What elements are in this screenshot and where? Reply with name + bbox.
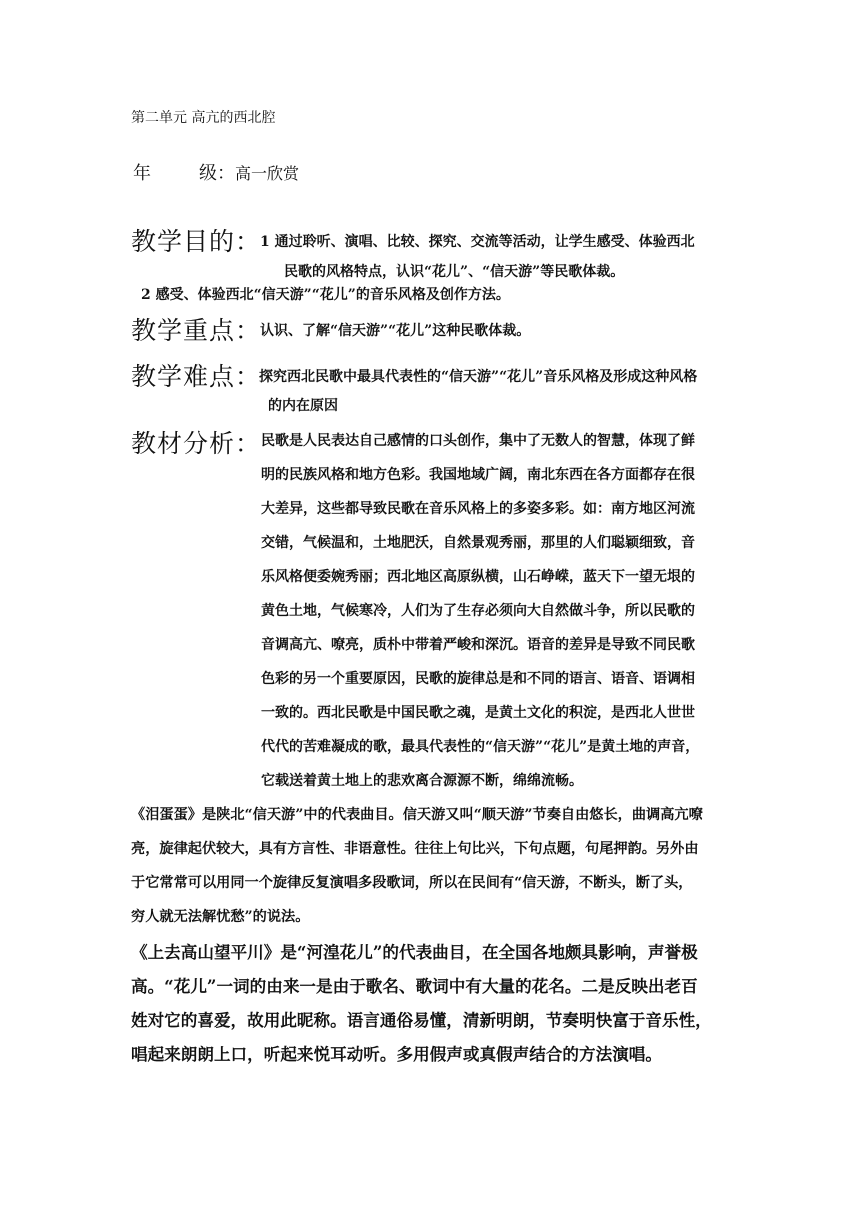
paragraph-line: 亮，旋律起伏较大，具有方言性、非语意性。往往上句比兴，下句点题，句尾押韵。另外由 — [131, 841, 699, 857]
analysis-body — [261, 424, 699, 798]
paragraph-line: 《泪蛋蛋》是陕北“信天游”中的代表曲目。信天游又叫“顺天游”节奏自由悠长，曲调高亢嘹 — [131, 807, 703, 823]
grade-label-1: 年 — [133, 163, 151, 184]
analysis-line: 色彩的另一个重要原因，民歌的旋律总是和不同的语言、语音、语调相 — [261, 671, 695, 687]
analysis-heading: 教材分析： — [131, 429, 262, 458]
analysis-line: 乐风格便委婉秀丽；西北地区高原纵横，山石峥嵘，蓝天下一望无垠的 — [261, 569, 695, 585]
difficulties-line-1: 探究西北民歌中最具代表性的“信天游”“花儿”音乐风格及形成这种风格 — [259, 369, 698, 385]
paragraph-line: 姓对它的喜爱，故用此昵称。语言通俗易懂，清新明朗，节奏明快富于音乐性， — [131, 1010, 712, 1030]
paragraph-line: 穷人就无法解忧愁”的说法。 — [131, 909, 310, 925]
grade-label-2: 级： — [199, 163, 235, 184]
key-points-heading: 教学重点： — [131, 316, 262, 345]
paragraph-line: 于它常常可以用同一个旋律反复演唱多段歌词，所以在民间有“信天游，不断头，断了头， — [131, 875, 693, 891]
objective-1-line-2: 民歌的风格特点，认识“花儿”、“信天游”等民歌体裁。 — [284, 264, 625, 280]
analysis-line: 民歌是人民表达自己感情的口头创作，集中了无数人的智慧，体现了鲜 — [261, 433, 695, 449]
objectives-heading: 教学目的： — [131, 227, 262, 256]
analysis-line: 大差异，这些都导致民歌在音乐风格上的多姿多彩。如：南方地区河流 — [261, 501, 695, 517]
paragraph-shang-qu-gao-shan — [131, 935, 712, 1071]
analysis-line: 音调高亢、嘹亮，质朴中带着严峻和深沉。语音的差异是导致不同民歌 — [261, 637, 695, 653]
paragraph-line: 高。“花儿”一词的由来一是由于歌名、歌词中有大量的花名。二是反映出老百 — [131, 976, 698, 996]
objective-1-line-1: 1 通过聆听、演唱、比较、探究、交流等活动，让学生感受、体验西北 — [260, 234, 695, 250]
paragraph-lei-dan-dan — [131, 798, 703, 934]
analysis-line: 交错，气候温和，土地肥沃，自然景观秀丽，那里的人们聪颖细致，音 — [261, 535, 695, 551]
difficulties-heading: 教学难点： — [131, 362, 262, 391]
grade-line — [133, 159, 299, 185]
analysis-line: 代代的苦难凝成的歌，最具代表性的“信天游”“花儿”是黄土地的声音， — [261, 739, 700, 755]
analysis-line: 黄色土地，气候寒冷，人们为了生存必须向大自然做斗争，所以民歌的 — [261, 603, 695, 619]
analysis-line: 它载送着黄土地上的悲欢离合源源不断，绵绵流畅。 — [261, 773, 583, 789]
key-points-text: 认识、了解“信天游”“花儿”这种民歌体裁。 — [260, 323, 531, 339]
paragraph-line: 《上去高山望平川》是“河湟花儿”的代表曲目，在全国各地颇具影响，声誉极 — [131, 942, 698, 962]
paragraph-line: 唱起来朗朗上口，听起来悦耳动听。多用假声或真假声结合的方法演唱。 — [131, 1044, 662, 1064]
unit-title: 第二单元 高亢的西北腔 — [131, 110, 276, 126]
grade-value: 高一欣赏 — [235, 164, 300, 183]
objective-2: 2 感受、体验西北“信天游”“花儿”的音乐风格及创作方法。 — [141, 287, 510, 303]
analysis-line: 明的民族风格和地方色彩。我国地域广阔，南北东西在各方面都存在很 — [261, 467, 695, 483]
difficulties-line-2: 的内在原因 — [268, 398, 338, 414]
analysis-line: 一致的。西北民歌是中国民歌之魂，是黄土文化的积淀，是西北人世世 — [261, 705, 695, 721]
